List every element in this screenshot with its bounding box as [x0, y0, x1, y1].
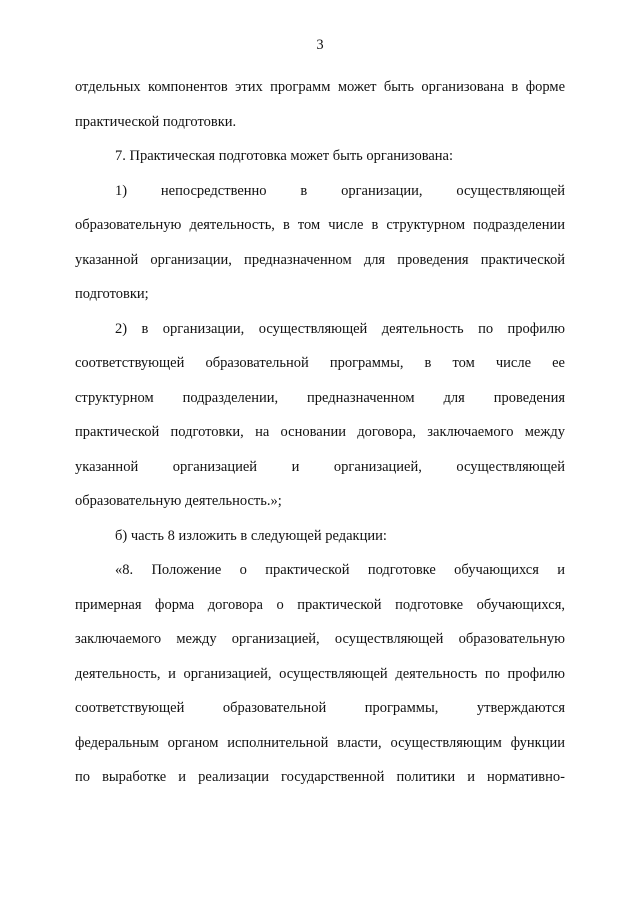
text-line: указанной организации, предназначенном для проведения практической [75, 251, 565, 268]
page-number: 3 [316, 37, 324, 53]
text-line: 7. Практическая подготовка может быть организована: [115, 148, 454, 164]
text-line: указанной организацией и организацией, осуществляющей [75, 458, 565, 475]
text-line: заключаемого между организацией, осуществляющей образовательную [75, 631, 565, 647]
text-line: деятельность, и организацией, осуществляющей деятельность по профилю [75, 665, 565, 682]
text-line: соответствующей образовательной программы, в том числе ее [75, 355, 565, 371]
document-body [75, 70, 565, 795]
text-line: практической подготовки. [75, 113, 237, 130]
text-line: по выработке и реализации государственной политики и нормативно- [75, 769, 565, 785]
text-line: «8. Положение о практической подготовке обучающихся и [115, 562, 565, 578]
text-line: 1) непосредственно в организации, осуществляющей [115, 182, 565, 199]
text-line: примерная форма договора о практической подготовке обучающихся, [75, 596, 565, 613]
text-line: б) часть 8 изложить в следующей редакции: [115, 527, 387, 544]
paragraph [75, 553, 565, 795]
text-line: федеральным органом исполнительной власти, осуществляющим функции [75, 734, 565, 751]
text-line: образовательную деятельность, в том числе в структурном подразделении [75, 217, 565, 233]
paragraph [75, 139, 565, 174]
paragraph [75, 519, 565, 554]
text-line: отдельных компонентов этих программ может быть организована в форме [75, 79, 565, 95]
text-line: 2) в организации, осуществляющей деятельность по профилю [115, 320, 565, 337]
text-line: структурном подразделении, предназначенном для проведения [75, 389, 565, 406]
text-line: подготовки; [75, 286, 149, 302]
paragraph [75, 174, 565, 312]
text-line: практической подготовки, на основании договора, заключаемого между [75, 424, 565, 440]
text-line: образовательную деятельность.»; [75, 493, 282, 509]
text-line: соответствующей образовательной программы, утверждаются [75, 700, 565, 716]
paragraph [75, 70, 565, 139]
paragraph [75, 312, 565, 519]
